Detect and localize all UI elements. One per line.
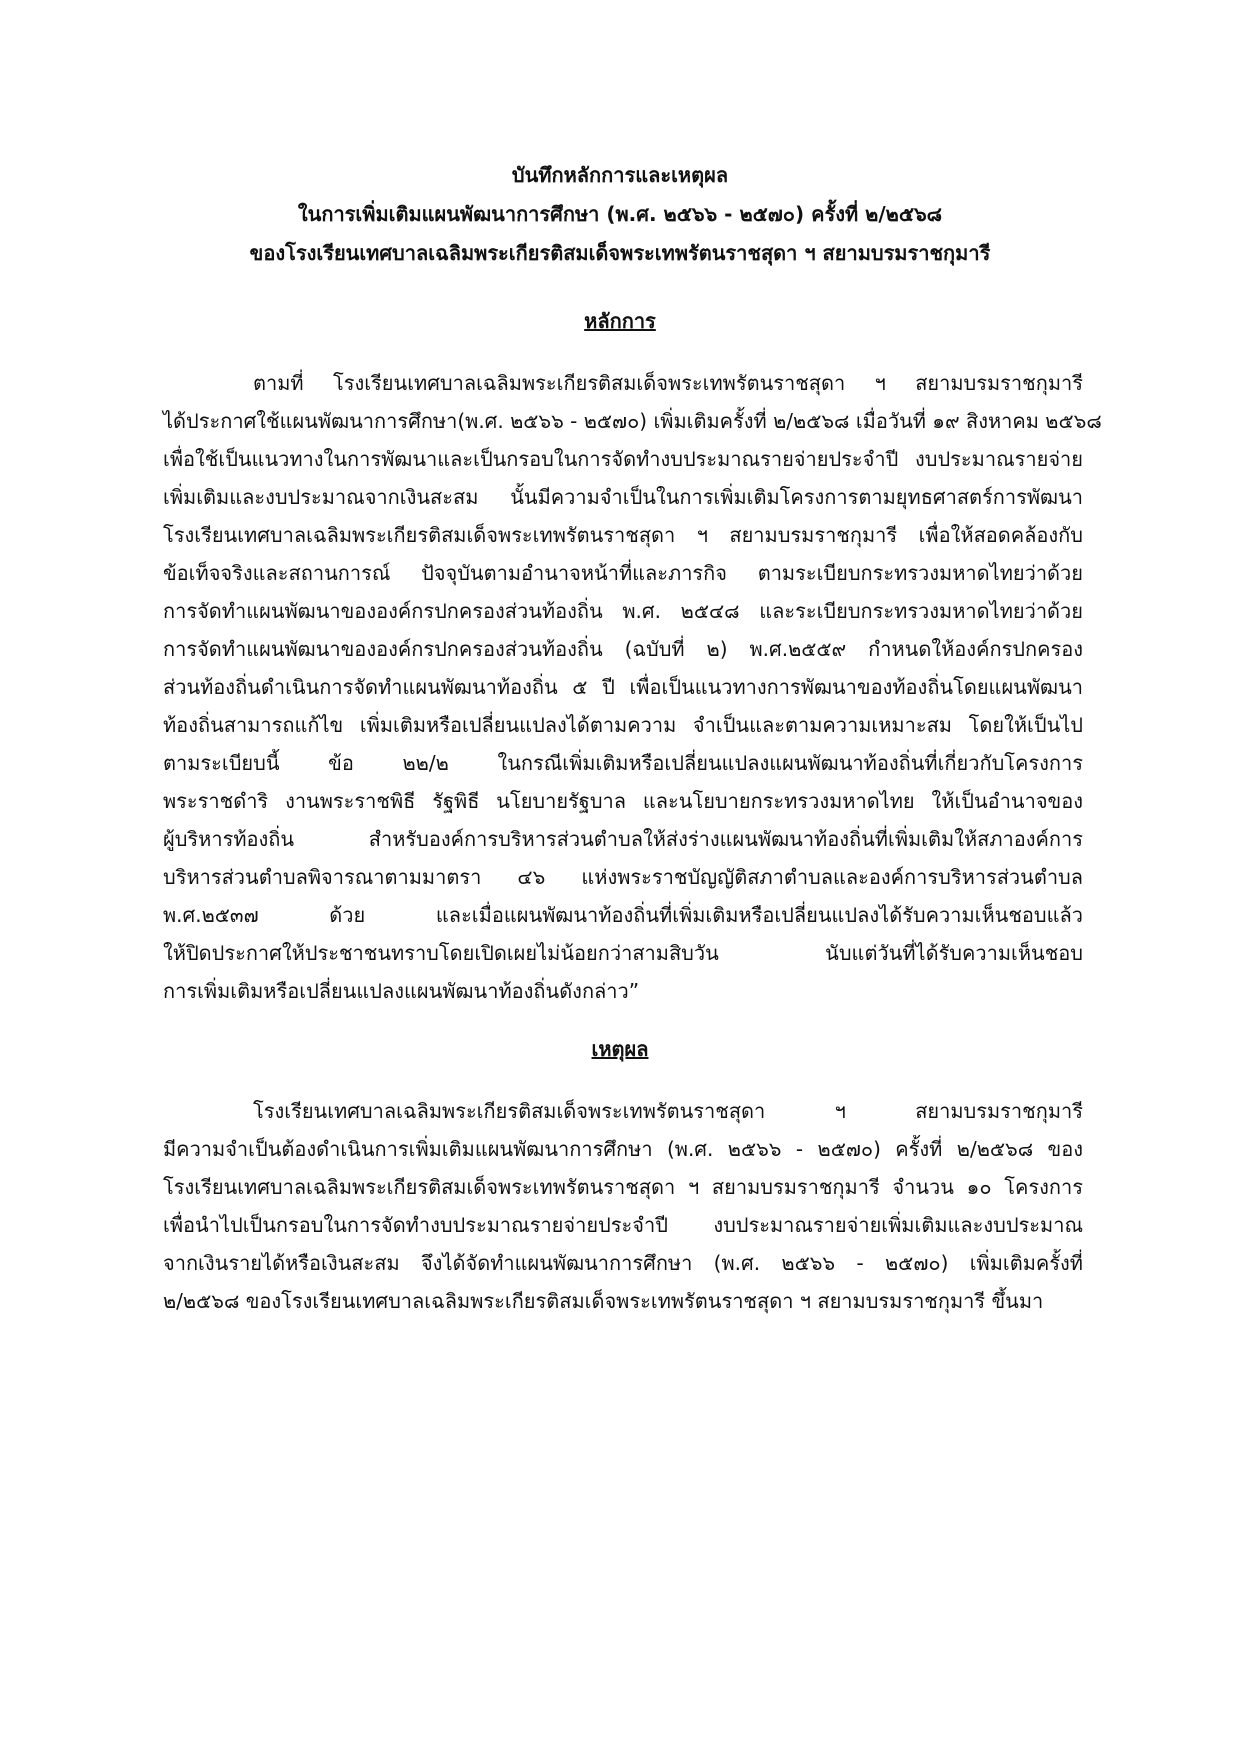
paragraph-line: ได้ประกาศใช้แผนพัฒนาการศึกษา(พ.ศ. ๒๕๖๖ - ๒๕๗๐) เพิ่มเติมครั้งที่ ๒/๒๕๖๘ เมื่อวันที่ ๑๙ สิงหาคม ๒๕๖๘ (163, 409, 1102, 433)
paragraph-line: เพื่อนำไปเป็นกรอบในการจัดทำงบประมาณรายจ่ายประจำปี งบประมาณรายจ่ายเพิ่มเติมและงบประมาณ (163, 1213, 1083, 1237)
paragraph-line: ตามที่ โรงเรียนเทศบาลเฉลิมพระเกียรติสมเด็จพระเทพรัตนราชสุดา ฯ สยามบรมราชกุมารี (253, 371, 1083, 395)
document-title (160, 156, 1080, 273)
paragraph-line: บริหารส่วนตำบลพิจารณาตามมาตรา ๔๖ แห่งพระราชบัญญัติสภาตำบลและองค์การบริหารส่วนตำบล (163, 865, 1083, 889)
paragraph-line: พระราชดำริ งานพระราชพิธี รัฐพิธี นโยบายรัฐบาล และนโยบายกระทรวงมหาดไทย ให้เป็นอำนาจของ (163, 789, 1083, 813)
paragraph-line: ส่วนท้องถิ่นดำเนินการจัดทำแผนพัฒนาท้องถิ่น ๕ ปี เพื่อเป็นแนวทางการพัฒนาของท้องถิ่นโดยแผนพัฒนา (163, 675, 1083, 699)
paragraph-line: พ.ศ.๒๕๓๗ ด้วย และเมื่อแผนพัฒนาท้องถิ่นที่เพิ่มเติมหรือเปลี่ยนแปลงได้รับความเห็นชอบแล้ว (163, 903, 1083, 927)
paragraph-line: เพิ่มเติมและงบประมาณจากเงินสะสม นั้นมีความจำเป็นในการเพิ่มเติมโครงการตามยุทธศาสตร์การพัฒนา (163, 485, 1083, 509)
title-line-1: บันทึกหลักการและเหตุผล (511, 163, 729, 187)
paragraph-line: การจัดทำแผนพัฒนาขององค์กรปกครองส่วนท้องถิ่น พ.ศ. ๒๕๔๘ และระเบียบกระทรวงมหาดไทยว่าด้วย (163, 599, 1083, 623)
paragraph-line: โรงเรียนเทศบาลเฉลิมพระเกียรติสมเด็จพระเทพรัตนราชสุดา ฯ สยามบรมราชกุมารี (253, 1099, 1083, 1123)
reasons-paragraph (163, 1092, 1083, 1320)
paragraph-line: ข้อเท็จจริงและสถานการณ์ ปัจจุบันตามอำนาจหน้าที่และภารกิจ ตามระเบียบกระทรวงมหาดไทยว่าด้วย (163, 561, 1083, 585)
paragraph-line: ๒/๒๕๖๘ ของโรงเรียนเทศบาลเฉลิมพระเกียรติสมเด็จพระเทพรัตนราชสุดา ฯ สยามบรมราชกุมารี ขึ้นมา (163, 1289, 1044, 1313)
paragraph-line: การเพิ่มเติมหรือเปลี่ยนแปลงแผนพัฒนาท้องถิ่นดังกล่าว” (163, 979, 640, 1003)
title-line-2: ในการเพิ่มเติมแผนพัฒนาการศึกษา (พ.ศ. ๒๕๖๖ - ๒๕๗๐) ครั้งที่ ๒/๒๕๖๘ (297, 202, 943, 226)
paragraph-line: ท้องถิ่นสามารถแก้ไข เพิ่มเติมหรือเปลี่ยนแปลงได้ตามความ จำเป็นและตามความเหมาะสม โดยให้เป็นไป (163, 713, 1083, 737)
paragraph-line: ให้ปิดประกาศให้ประชาชนทราบโดยเปิดเผยไม่น้อยกว่าสามสิบวัน นับแต่วันที่ได้รับความเห็นชอบ (163, 941, 1083, 965)
paragraph-line: เพื่อใช้เป็นแนวทางในการพัฒนาและเป็นกรอบในการจัดทำงบประมาณรายจ่ายประจำปี งบประมาณรายจ่าย (163, 447, 1083, 471)
title-line-3: ของโรงเรียนเทศบาลเฉลิมพระเกียรติสมเด็จพระเทพรัตนราชสุดา ฯ สยามบรมราชกุมารี (249, 241, 991, 265)
paragraph-line: จากเงินรายได้หรือเงินสะสม จึงได้จัดทำแผนพัฒนาการศึกษา (พ.ศ. ๒๕๖๖ - ๒๕๗๐) เพิ่มเติมครั้งที่ (163, 1251, 1083, 1275)
paragraph-line: โรงเรียนเทศบาลเฉลิมพระเกียรติสมเด็จพระเทพรัตนราชสุดา ฯ สยามบรมราชกุมารี จำนวน ๑๐ โครงการ (163, 1175, 1083, 1199)
paragraph-line: การจัดทำแผนพัฒนาขององค์กรปกครองส่วนท้องถิ่น (ฉบับที่ ๒) พ.ศ.๒๕๕๙ กำหนดให้องค์กรปกครอง (163, 637, 1083, 661)
principles-heading: หลักการ (584, 309, 656, 333)
paragraph-line: มีความจำเป็นต้องดำเนินการเพิ่มเติมแผนพัฒนาการศึกษา (พ.ศ. ๒๕๖๖ - ๒๕๗๐) ครั้งที่ ๒/๒๕๖๘ ของ (163, 1137, 1083, 1161)
paragraph-line: ตามระเบียบนี้ ข้อ ๒๒/๒ ในกรณีเพิ่มเติมหรือเปลี่ยนแปลงแผนพัฒนาท้องถิ่นที่เกี่ยวกับโครงการ (163, 751, 1083, 775)
paragraph-line: โรงเรียนเทศบาลเฉลิมพระเกียรติสมเด็จพระเทพรัตนราชสุดา ฯ สยามบรมราชกุมารี เพื่อให้สอดคล้องกับ (163, 523, 1083, 547)
principles-paragraph (163, 364, 1102, 1010)
paragraph-line: ผู้บริหารท้องถิ่น สำหรับองค์การบริหารส่วนตำบลให้ส่งร่างแผนพัฒนาท้องถิ่นที่เพิ่มเติมให้สภาองค์การ (163, 827, 1083, 851)
reasons-heading: เหตุผล (591, 1037, 649, 1061)
